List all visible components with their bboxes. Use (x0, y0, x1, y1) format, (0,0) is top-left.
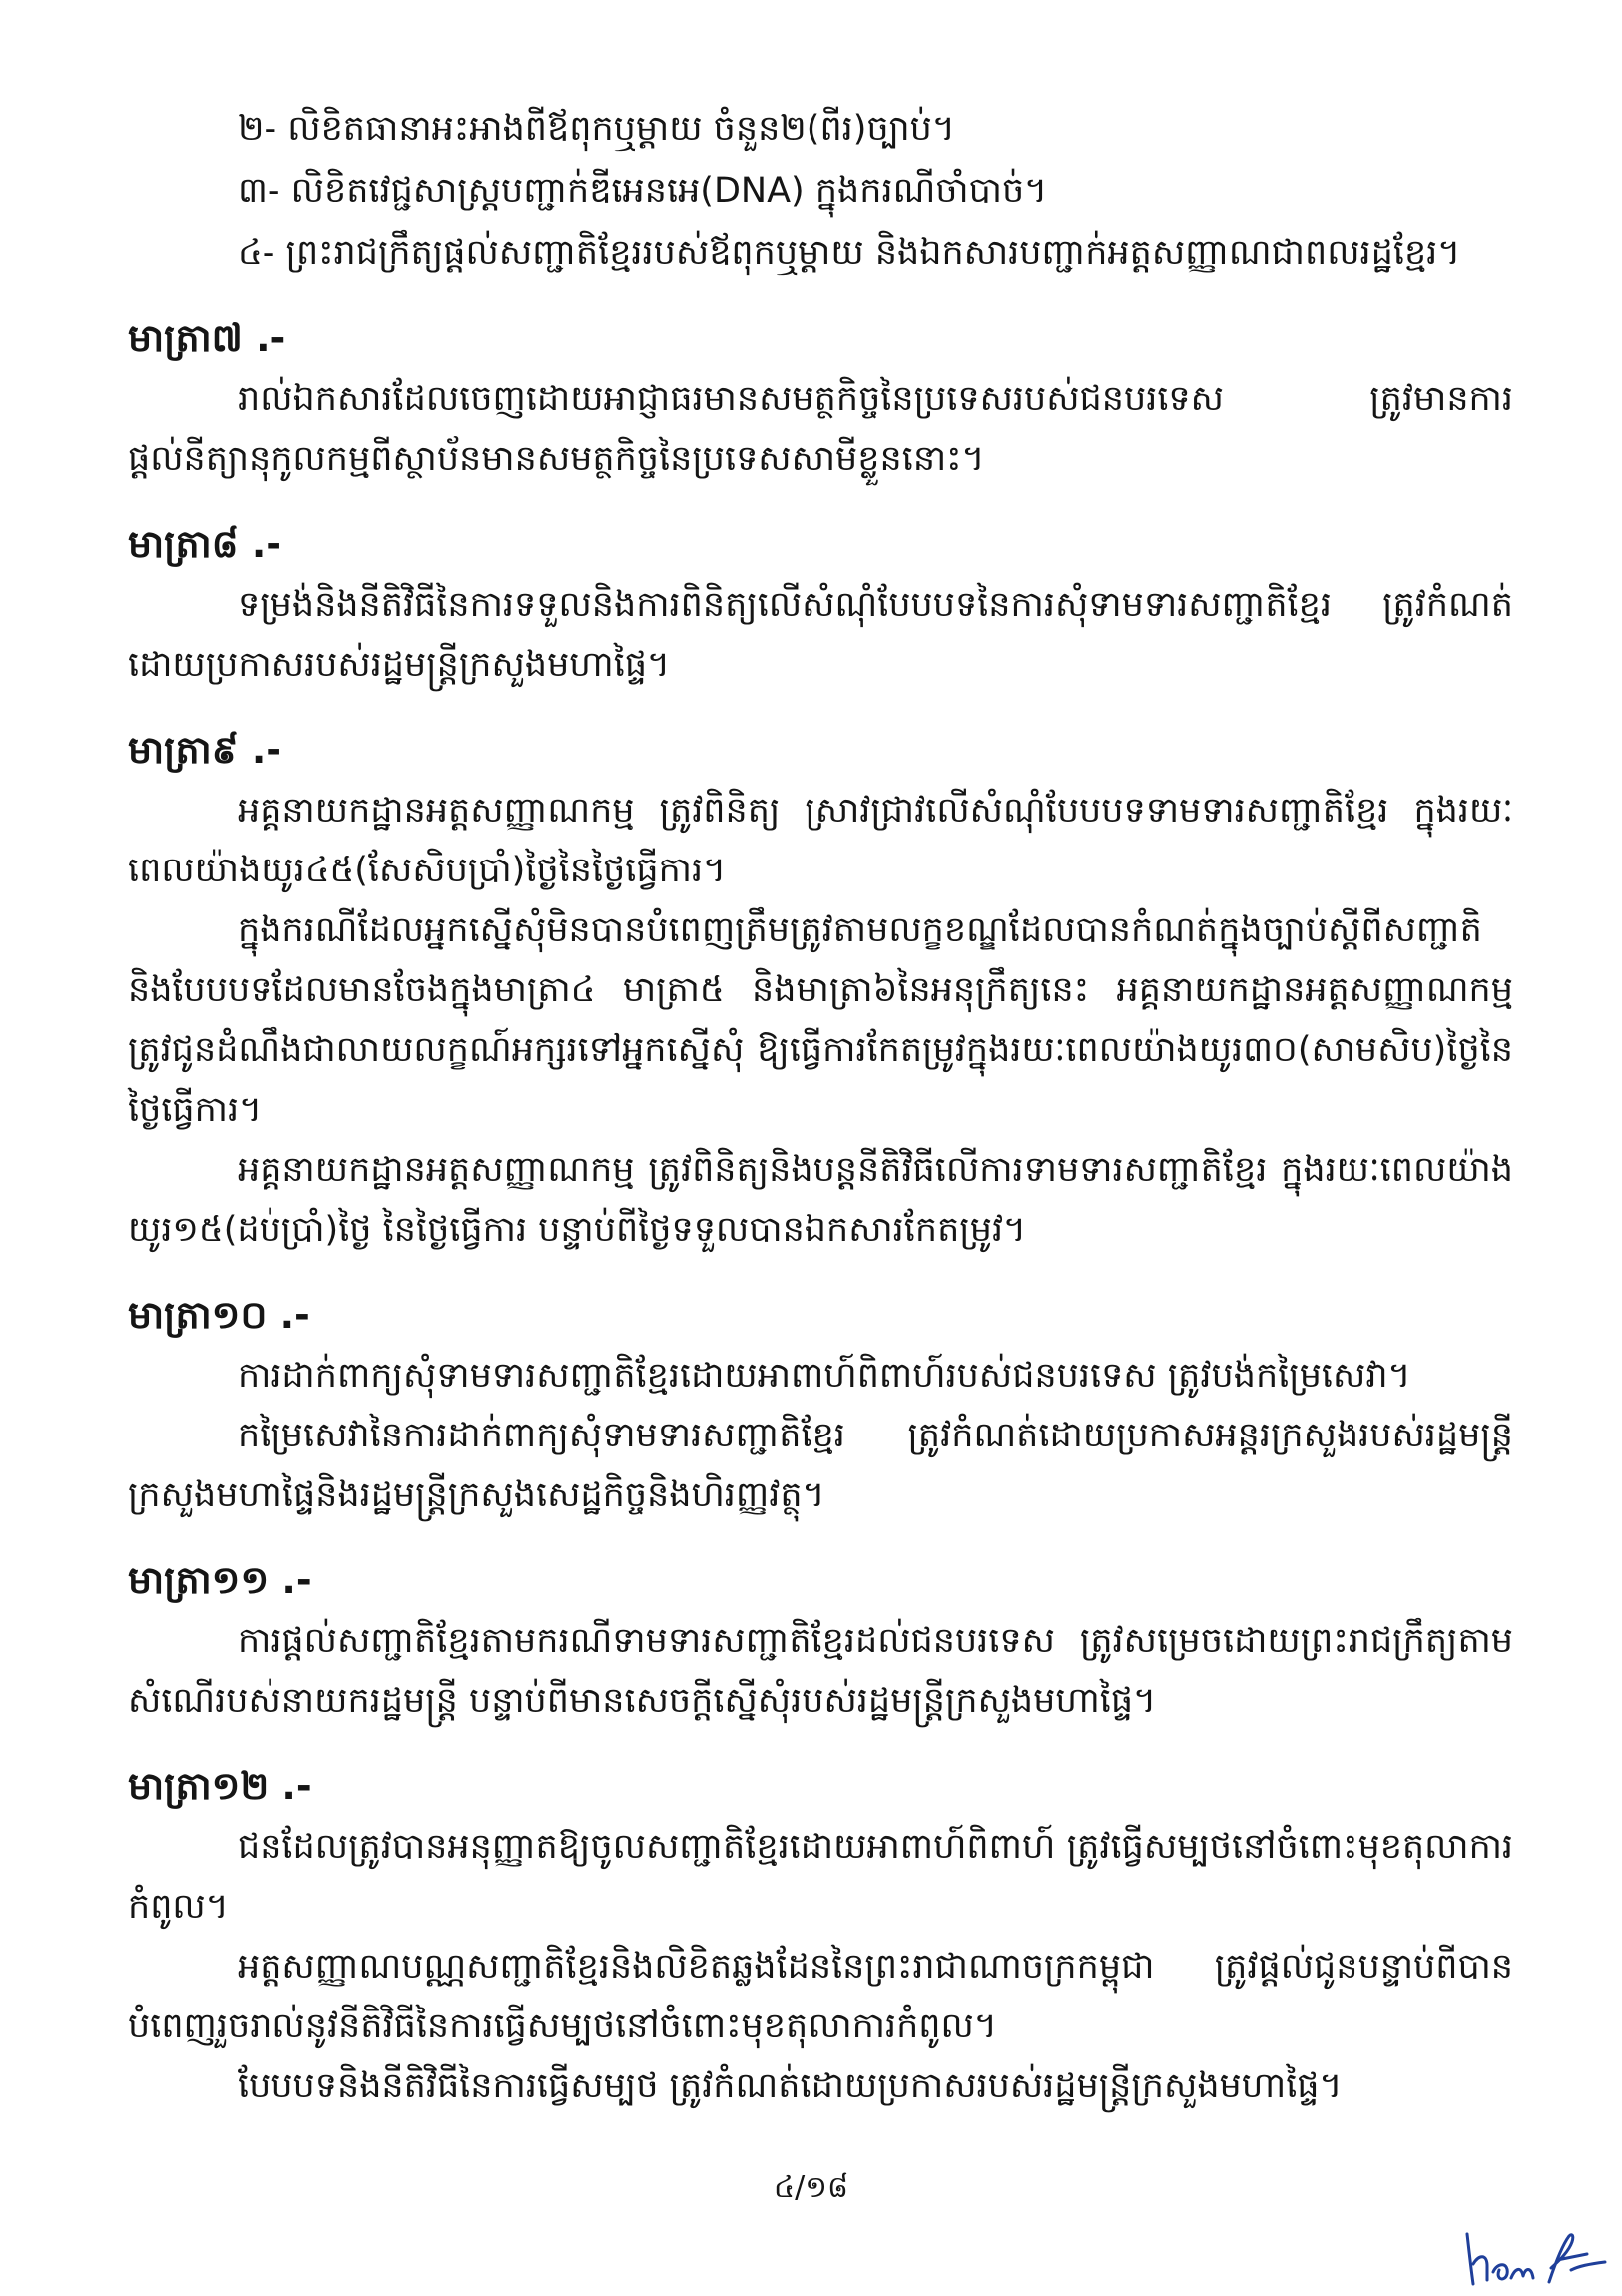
article-10-heading: មាត្រា១០ .- (128, 1293, 310, 1337)
page-number: ៤/១៨ (773, 2170, 849, 2205)
signature-stroke (1467, 2234, 1533, 2284)
article-7-paragraph-1: រាល់ឯកសារដែលចេញដោយអាជ្ញាធរមានសមត្ថកិច្ចនៃប្រទេសរបស់ជនបរទេស ត្រូវមានការផ្ដល់នីត្យានុកូលកម្មពីស្ថាប័នមានសមត្ថកិច្ចនៃប្រទេសសាមីខ្លួននោះ។ (128, 379, 1513, 479)
article-8-paragraph-1: ទម្រង់និងនីតិវិធីនៃការទទួលនិងការពិនិត្យលើសំណុំបែបបទនៃការសុំទាមទារសញ្ជាតិខ្មែរ ត្រូវកំណត់ដោយប្រកាសរបស់រដ្ឋមន្ត្រីក្រសួងមហាផ្ទៃ។ (128, 585, 1513, 685)
article-12-heading: មាត្រា១២ .- (128, 1764, 312, 1808)
article-12-paragraph-3: បែបបទនិងនីតិវិធីនៃការធ្វើសម្បថ ត្រូវកំណត់ដោយប្រកាសរបស់រដ្ឋមន្ត្រីក្រសួងមហាផ្ទៃ។ (238, 2066, 1343, 2106)
article-11-paragraph-1: ការផ្ដល់សញ្ជាតិខ្មែរតាមករណីទាមទារសញ្ជាតិខ្មែរដល់ជនបរទេស ត្រូវសម្រេចដោយព្រះរាជក្រឹត្យតាមសំណើរបស់នាយករដ្ឋមន្ត្រី បន្ទាប់ពីមានសេចក្ដីស្នើសុំរបស់រដ្ឋមន្ត្រីក្រសួងមហាផ្ទៃ។ (128, 1621, 1513, 1721)
article-9-paragraph-2: ក្នុងករណីដែលអ្នកស្នើសុំមិនបានបំពេញត្រឹមត្រូវតាមលក្ខខណ្ឌដែលបានកំណត់ក្នុងច្បាប់ស្ដីពីសញ្ជាតិ និងបែបបទដែលមានចែងក្នុងមាត្រា៤ មាត្រា៥ និងមាត្រា៦នៃអនុក្រឹត្យនេះ អគ្គនាយកដ្ឋានអត្តសញ្ញាណកម្ម ត្រូវជូនដំណឹងជាលាយលក្ខណ៍អក្សរទៅអ្នកស្នើសុំ ឱ្យធ្វើការកែតម្រូវក្នុងរយៈពេលយ៉ាងយូរ៣០(សាមសិប)ថ្ងៃនៃថ្ងៃធ្វើការ។ (128, 910, 1513, 1130)
list-item-2: ២- លិខិតធានាអះអាងពីឪពុកឬម្ដាយ ចំនួន២(ពីរ)ច្បាប់។ (238, 109, 955, 149)
article-9-paragraph-1: អគ្គនាយកដ្ឋានអត្តសញ្ញាណកម្ម ត្រូវពិនិត្យ ស្រាវជ្រាវលើសំណុំបែបបទទាមទារសញ្ជាតិខ្មែរ ក្នុងរយៈពេលយ៉ាងយូរ៤៥(សែសិបប្រាំ)ថ្ងៃនៃថ្ងៃធ្វើការ។ (128, 791, 1513, 890)
article-9-heading: មាត្រា៩ .- (128, 728, 282, 772)
article-11-heading: មាត្រា១១ .- (128, 1558, 312, 1602)
article-7-heading: មាត្រា៧ .- (128, 316, 286, 360)
signature-stroke (1549, 2235, 1605, 2282)
document-body (128, 98, 1513, 2116)
article-12-paragraph-1: ជនដែលត្រូវបានអនុញ្ញាតឱ្យចូលសញ្ជាតិខ្មែរដោយអាពាហ៍ពិពាហ៍ ត្រូវធ្វើសម្បថនៅចំពោះមុខតុលាការកំពូល។ (128, 1827, 1513, 1927)
handwritten-signature (1459, 2224, 1609, 2288)
list-item-4: ៤- ព្រះរាជក្រឹត្យផ្ដល់សញ្ជាតិខ្មែររបស់ឪពុកឬម្ដាយ និងឯកសារបញ្ជាក់អត្តសញ្ញាណជាពលរដ្ឋខ្មែរ។ (238, 233, 1461, 273)
list-item-3: ៣- លិខិតវេជ្ជសាស្ត្របញ្ជាក់ឌីអេនអេ(DNA) ក្នុងករណីចាំបាច់។ (238, 171, 1048, 211)
article-12-paragraph-2: អត្តសញ្ញាណបណ្ណសញ្ជាតិខ្មែរនិងលិខិតឆ្លងដែននៃព្រះរាជាណាចក្រកម្ពុជា ត្រូវផ្ដល់ជូនបន្ទាប់ពីបានបំពេញរួចរាល់នូវនីតិវិធីនៃការធ្វើសម្បថនៅចំពោះមុខតុលាការកំពូល។ (128, 1947, 1513, 2046)
signature-drawing (1459, 2224, 1609, 2288)
article-10-paragraph-1: ការដាក់ពាក្យសុំទាមទារសញ្ជាតិខ្មែរដោយអាពាហ៍ពិពាហ៍របស់ជនបរទេស ត្រូវបង់កម្រៃសេវា។ (238, 1356, 1411, 1396)
article-8-heading: មាត្រា៨ .- (128, 522, 282, 566)
article-10-paragraph-2: កម្រៃសេវានៃការដាក់ពាក្យសុំទាមទារសញ្ជាតិខ្មែរ ត្រូវកំណត់ដោយប្រកាសអន្តរក្រសួងរបស់រដ្ឋមន្ត្រីក្រសួងមហាផ្ទៃនិងរដ្ឋមន្ត្រីក្រសួងសេដ្ឋកិច្ចនិងហិរញ្ញវត្ថុ។ (128, 1416, 1513, 1515)
article-9-paragraph-3: អគ្គនាយកដ្ឋានអត្តសញ្ញាណកម្ម ត្រូវពិនិត្យនិងបន្តនីតិវិធីលើការទាមទារសញ្ជាតិខ្មែរ ក្នុងរយៈពេលយ៉ាងយូរ១៥(ដប់ប្រាំ)ថ្ងៃ នៃថ្ងៃធ្វើការ បន្ទាប់ពីថ្ងៃទទួលបានឯកសារកែតម្រូវ។ (128, 1150, 1513, 1250)
